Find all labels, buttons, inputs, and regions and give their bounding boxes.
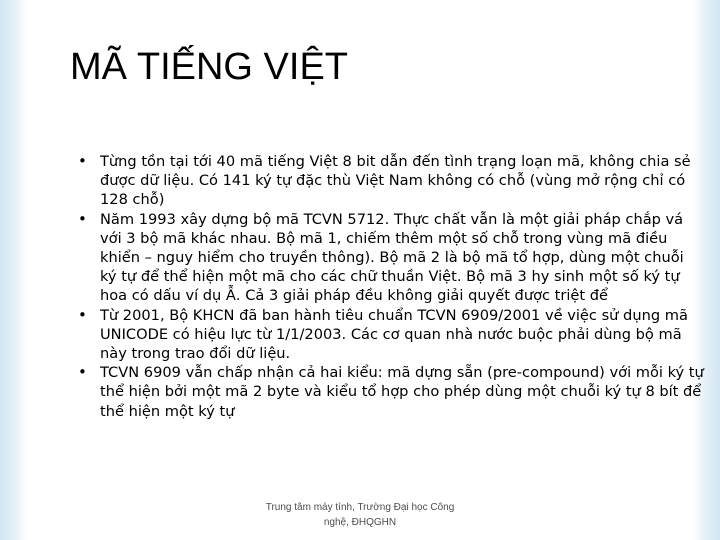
bullet-item <box>72 363 704 421</box>
bullet-text: Từng tồn tại tới 40 mã tiếng Việt 8 bit dẫn đến tình trạng loạn mã, không chia sẻ được dữ liệu. Có 141 ký tự đặc thù Việt Nam không có chỗ (vùng mở rộng chỉ có 128 chỗ) <box>100 153 691 209</box>
slide-footer: Trung tâm máy tính, Trường Đại học Công nghệ, ĐHQGHN <box>265 502 455 528</box>
bullet-text: Từ 2001, Bộ KHCN đã ban hành tiêu chuẩn TCVN 6909/2001 về việc sử dụng mã UNICODE có hiệu lực từ 1/1/2003. Các cơ quan nhà nước buộc phải dùng bộ mã này trong trao đổi dữ liệu. <box>100 306 688 363</box>
bullet-item <box>72 306 704 364</box>
bullet-list <box>72 152 704 421</box>
slide-left-edge-decoration <box>0 0 27 540</box>
bullet-marker: • <box>78 152 87 170</box>
bullet-text: Năm 1993 xây dựng bộ mã TCVN 5712. Thực chất vẫn là một giải pháp chắp vá với 3 bộ mã khác nhau. Bộ mã 1, chiếm thêm một số chỗ trong vùng mã điều khiển – nguy hiểm cho truyền thông). Bộ mã 2 là bộ mã tổ hợp, dùng một chuỗi ký tự để thể hiện một mã cho các chữ thuần Việt. Bộ mã 3 hy sinh một số ký tự hoa có dấu ví dụ Ẫ. Cả 3 giải pháp đều không giải quyết được triệt để <box>100 210 684 305</box>
bullet-item <box>72 210 704 306</box>
bullet-marker: • <box>78 363 87 382</box>
slide-title: MÃ TIẾNG VIỆT <box>70 46 349 88</box>
bullet-marker: • <box>78 209 87 228</box>
bullet-item <box>72 152 704 210</box>
bullet-marker: • <box>78 305 87 324</box>
bullet-text: TCVN 6909 vẫn chấp nhận cả hai kiểu: mã dựng sẵn (pre-compound) với mỗi ký tự thể hiện bởi một mã 2 byte và kiểu tổ hợp cho phép dùng một chuỗi ký tự 8 bít để thể hiện một ký tự <box>100 364 704 420</box>
